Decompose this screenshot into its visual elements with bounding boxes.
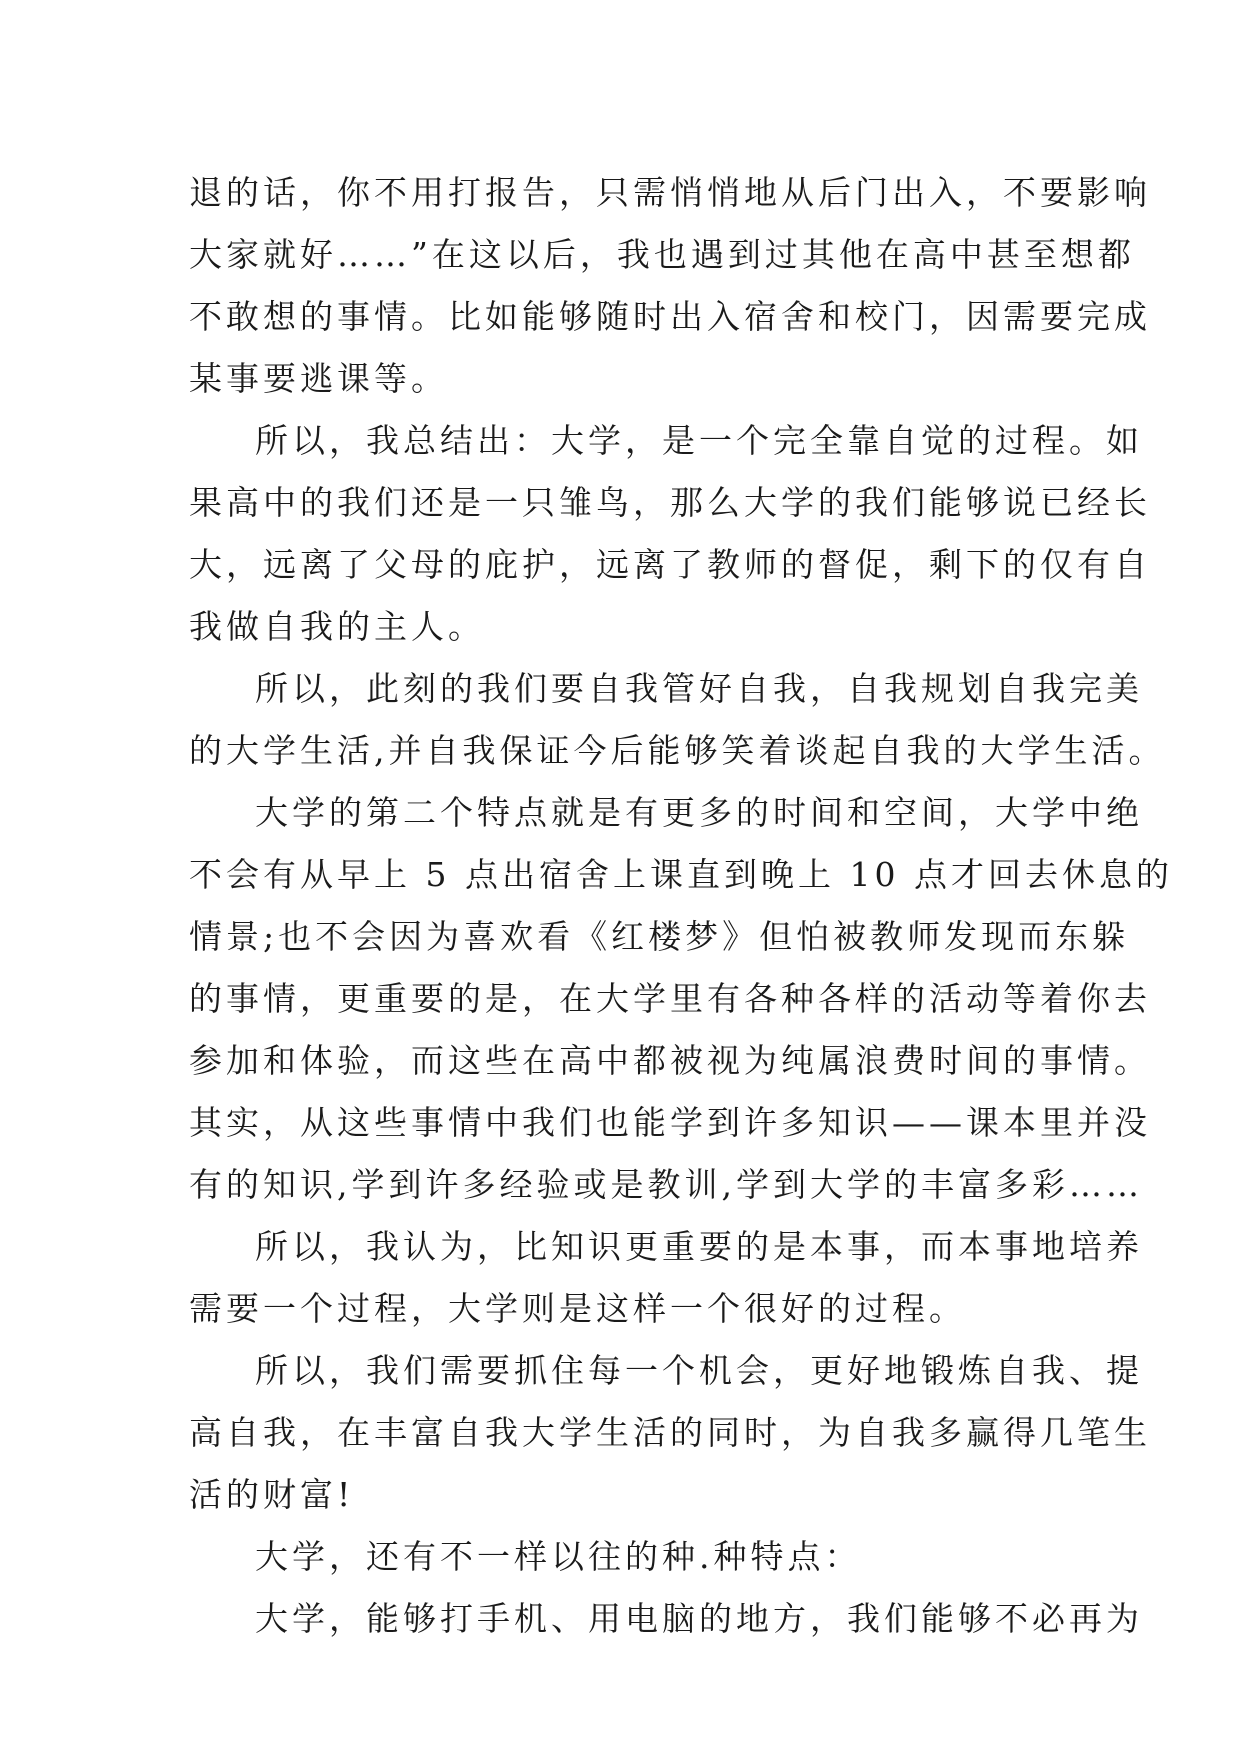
text-line: 情景;也不会因为喜欢看《红楼梦》但怕被教师发现而东躲 [189, 917, 1130, 956]
paragraph-start-line: 所以，此刻的我们要自我管好自我，自我规划自我完美 [255, 669, 1143, 708]
text-line: 的大学生活,并自我保证今后能够笑着谈起自我的大学生活。 [189, 731, 1166, 770]
paragraph-start-line: 所以，我认为，比知识更重要的是本事，而本事地培养 [255, 1227, 1143, 1266]
text-line: 大，远离了父母的庇护，远离了教师的督促，剩下的仅有自 [189, 545, 1151, 584]
text-line: 有的知识,学到许多经验或是教训,学到大学的丰富多彩…… [189, 1165, 1143, 1204]
paragraph-start-line: 大学的第二个特点就是有更多的时间和空间，大学中绝 [255, 793, 1143, 832]
text-line: 高自我，在丰富自我大学生活的同时，为自我多赢得几笔生 [189, 1413, 1151, 1452]
text-line: 需要一个过程，大学则是这样一个很好的过程。 [189, 1289, 966, 1328]
text-line: 某事要逃课等。 [189, 359, 448, 398]
paragraph-start-line: 大学，还有不一样以往的种.种特点： [255, 1537, 862, 1576]
text-line: 不敢想的事情。比如能够随时出入宿舍和校门，因需要完成 [189, 297, 1151, 336]
text-line: 不会有从早上 5 点出宿舍上课直到晚上 10 点才回去休息的 [189, 855, 1173, 894]
paragraph-start-line: 大学，能够打手机、用电脑的地方，我们能够不必再为 [255, 1599, 1143, 1638]
text-line: 果高中的我们还是一只雏鸟，那么大学的我们能够说已经长 [189, 483, 1151, 522]
paragraph-start-line: 所以，我们需要抓住每一个机会，更好地锻炼自我、提 [255, 1351, 1143, 1390]
text-line: 大家就好……”在这以后，我也遇到过其他在高中甚至想都 [189, 235, 1135, 274]
text-line: 退的话，你不用打报告，只需悄悄地从后门出入，不要影响 [189, 173, 1151, 212]
body-text [189, 162, 1173, 1650]
text-line: 活的财富! [189, 1475, 355, 1514]
text-line: 的事情，更重要的是，在大学里有各种各样的活动等着你去 [189, 979, 1151, 1018]
text-line: 其实，从这些事情中我们也能学到许多知识——课本里并没 [189, 1103, 1151, 1142]
paragraph-start-line: 所以，我总结出：大学，是一个完全靠自觉的过程。如 [255, 421, 1143, 460]
text-line: 我做自我的主人。 [189, 607, 485, 646]
text-line: 参加和体验，而这些在高中都被视为纯属浪费时间的事情。 [189, 1041, 1151, 1080]
